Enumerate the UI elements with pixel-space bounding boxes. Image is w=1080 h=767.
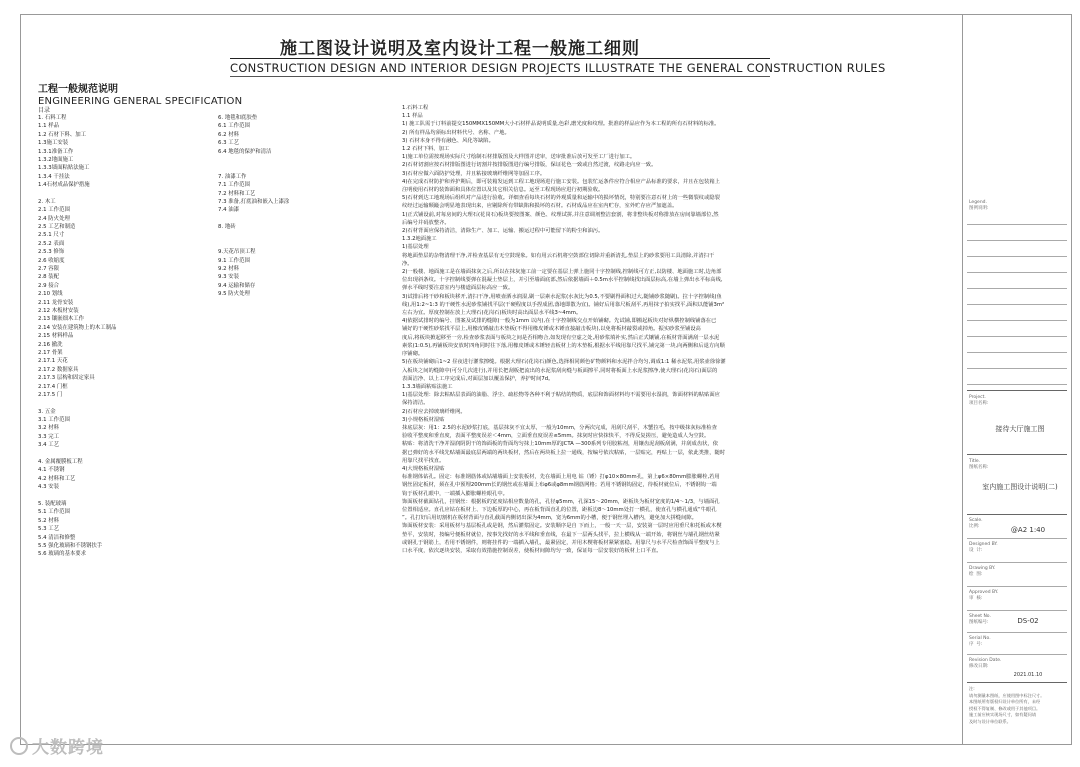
toc-column-1	[38, 114, 116, 559]
body-line: ”。孔打好后用切割机在板材背面与直孔截面内侧切出深为4mm，宽为6mm的小槽，便于钢丝埋入槽内，避免加大拼缝间隙。	[402, 515, 697, 522]
body-line: 1)基层处理：除去粘贴层表面的油脂、浮尘、疏松物等各种不利于粘结的物质，底层和饰面材料均不需要用水湿润，饰面材料的粘贴面应	[402, 392, 720, 399]
toc-column-2	[218, 114, 289, 299]
approved-label: Approved BY. 审 核:	[969, 590, 999, 601]
body-line: 1)基层处理	[402, 244, 429, 251]
body-line: 口水平度，依次逐块安装，采取有效措施控制误差，使板材间隙均匀一致，保证每一层安装好的板材上口平直。	[402, 547, 662, 554]
body-line: 钩于板材孔眼中，一端插入膨胀螺栓眼孔中。	[402, 490, 508, 497]
toc-item: 5.2 材料	[38, 517, 60, 524]
body-line: 2)石材切割应按石材排版图进行切割并按排版图进行编号排版，保证花色一致或自然过渡，纹路走向应一致。	[402, 162, 657, 169]
toc-item: 1.1 样品	[38, 123, 60, 130]
toc-item	[218, 240, 289, 248]
toc-item: 2.17 骨架	[38, 349, 63, 356]
toc-item: 9.1 工作范围	[218, 257, 250, 264]
body-line: 用靠尺找平找直。	[402, 457, 445, 464]
body-line: 1.石料工程	[402, 105, 429, 111]
drawing-label: Drawing BY. 绘 图:	[969, 566, 996, 577]
body-line: 标准钢体钻孔。固定：标准钢筋体或钻墙墙面上安装板材，先在墙面上用电 钻（锤）打φ10×80mm孔，第上φ6×80mm膨胀螺栓,若用	[402, 474, 720, 481]
body-line: 4)依据试排时的编号、图案及试排的缝隙(一般为1mm 以内),在十字控制线交点开始铺砌。先试铺,即搬起板块对好纵横控制线铺落在已	[402, 318, 717, 325]
body-line: 素浆(1:0.5),再铺板块安放时四角同时往下落,用橡皮锤或木锤轻击板材上的木垫板,根据水平线用靠尺找平,铺完第一块,向两侧和后退方向顺	[402, 342, 725, 349]
body-line: 度后,将板块掀起移至一旁,检查砂浆表面与板块之间是否相吻合,如发现有空虚之处,用砂浆填补实,然后正式镶铺,在板材背面满刮一层水泥	[402, 334, 720, 341]
body-line: 1)施工单位需按现场实际尺寸绘制石材排版图及大样图并送审，送审批准后放可发至工厂进行加工。	[402, 154, 636, 161]
toc-item: 6.4 地毯的保护和清洁	[218, 148, 272, 155]
body-line: 后编号并码放整齐。	[402, 219, 450, 226]
toc-label: 目录	[38, 107, 51, 114]
body-line: 1.3.2地面施工	[402, 236, 437, 243]
body-line: 1.3.3墙面粘贴法施工	[402, 383, 453, 390]
body-line: 纹经过运输颠簸会明显地表现出来，应剔除所有带缺陷和损坏的石材。石材成品应在室内贮存，室外贮存应严加遮盖。	[402, 203, 678, 210]
scale-value: @A2 1:40	[1010, 526, 1046, 534]
toc-item: 4.1 不锈钢	[38, 467, 65, 474]
body-line: 3)石材应做六面防护处理，并且粘接玻璃纤维网等加固工序。	[402, 170, 546, 177]
toc-item: 4.2 材料和工艺	[38, 475, 76, 482]
body-line: 序铺砌。	[402, 351, 424, 358]
body-line: 位置相适应。直孔应钻在板材上、下边板厚的中心，再在板背面直孔的位置，距板边8～10mm处打一横孔，使直孔与横孔通成“牛眼孔	[402, 506, 717, 513]
toc-item: 4. 金属覆膜板工程	[38, 459, 83, 466]
toc-item: 1.3.3墙面粘贴法施工	[38, 165, 90, 172]
toc-item: 9.3 安装	[218, 274, 240, 281]
toc-item: 7.4 油漆	[218, 207, 240, 214]
body-line: 3)试排后将干砂和板块移开,清扫干净,用喷壶洒水润湿,刷一层素水泥浆(水灰比为0.5,不要刷得面积过大,随铺砂浆随刷)。拉十字控制线(鱼	[402, 293, 722, 300]
toc-item: 3. 五金	[38, 408, 56, 415]
project-name: 接待大厅施工图	[995, 425, 1045, 433]
toc-item: 2.15 材料样品	[38, 333, 74, 340]
body-line: 2)石材应去掉玻璃纤维网。	[402, 408, 466, 415]
toc-item: 6. 地毯和底胶垫	[218, 115, 258, 121]
scale-label: Scale. 比例:	[969, 518, 983, 529]
toc-item: 9.天花吊顶工程	[218, 249, 256, 256]
specification-body	[402, 104, 912, 555]
toc-item	[218, 156, 289, 164]
toc-item: 2.4 防火处理	[38, 215, 70, 222]
sheet-value: DS-02	[1017, 617, 1039, 625]
body-line: 3) 石材本身不得有融色、风化等缺陷。	[402, 137, 494, 144]
body-line: 钢丝固定板材，须在孔中预埋200mm长的钢丝或在墙面上布φ6或φ8mm钢筋网格；若用不锈钢钩固定，待板材就位后，不锈钢钩一端	[402, 482, 717, 489]
toc-item: 2.11 龙骨安装	[38, 299, 74, 306]
toc-item: 1. 石料工程	[38, 115, 67, 121]
toc-item: 5. 装配玻璃	[38, 500, 67, 507]
toc-item: 2.14 安装在建筑物上的木工制品	[38, 324, 117, 331]
revision-label: Revision Date. 修改日期:	[969, 658, 1002, 669]
toc-item: 2.17.4 门框	[38, 383, 68, 390]
body-line: 位出现斜条纹。十字控制线要弹在混凝土垫层上，并引至墙面底部,然后依据墙面＋0.5m水平控制线找出面层标高,在墙上弹出水平标高线,	[402, 277, 723, 284]
toc-item: 6.1 工作范围	[218, 123, 250, 130]
toc-item: 2.1 工作范围	[38, 207, 70, 214]
watermark-text: 大数跨境	[32, 738, 104, 758]
toc-item: 1.3.4 干挂法	[38, 173, 70, 180]
toc-item: 1.3施工安装	[38, 140, 69, 147]
toc-item	[218, 215, 289, 223]
toc-item: 2.5.1 尺寸	[38, 232, 65, 239]
toc-item: 1.3.1准备工作	[38, 148, 74, 155]
body-line: 2) 所有样品均须标出材料代号、名称、产地。	[402, 129, 510, 136]
toc-item: 9.5 防火处理	[218, 291, 250, 298]
body-line: 据已弹好的水平线先贴墙面最底层两端的两块板材，然后在两块板上拉一通线，按编号依次粘贴，一层贴完，再贴上一层，依此类推，随时	[402, 449, 726, 456]
project-label: Project. 项目名称:	[969, 395, 989, 406]
body-line: 注明使用石材的装饰面和具体位置以及其它相关信息。运至工程现场应进行初期验收。	[402, 187, 604, 194]
body-line: 弹水平线时要注意室内与楼道面层标高应一致。	[402, 285, 514, 292]
toc-item	[38, 450, 116, 458]
toc-item: 2.17.2 数据家具	[38, 366, 79, 373]
title-label: Title. 图纸名称:	[969, 459, 989, 470]
designed-label: Designed BY. 设 计:	[969, 542, 998, 553]
toc-item: 5.5 强化玻璃和不锈钢扶手	[38, 542, 103, 549]
body-line: 5)在板块铺砌后1~2 昼夜进行灌浆擦缝。根据大理石(花岗石)颜色,选择相同颜色矿物颜料和水泥拌合均匀,调成1:1 稀水泥浆,用浆壶徐徐灌	[402, 359, 726, 366]
watermark	[10, 733, 104, 758]
toc-item: 2.6 收缩度	[38, 257, 65, 264]
body-line: 或钢孔于钢筋上，若用不锈钢件，则将挂件的一端插入墙孔，最紧固定，并用木楔将板材紧紧塞稳。用靠尺与水平尺检查饰面平整度与上	[402, 539, 720, 546]
page-title-cn: 施工图设计说明及室内设计工程一般施工细则	[280, 39, 640, 59]
toc-item: 2.17.3 层构和固定家具	[38, 375, 95, 382]
toc-item: 2.13 镶嵌细木工作	[38, 316, 85, 323]
toc-item: 2.16 撤洗	[38, 341, 63, 348]
toc-item	[218, 231, 289, 239]
section-heading-cn: 工程一般规范说明	[38, 84, 118, 95]
toc-item: 5.3 工艺	[38, 526, 60, 533]
body-line: 饰面板材截面钻孔，挂钢丝：根据板的宽度钻相应数量的孔，孔径φ5mm，孔深15～20mm，距板块为板材宽度的1/4～1/3，与墙面孔	[402, 498, 720, 505]
body-line: 3)小规格板材湿贴	[402, 416, 445, 423]
body-line: 左右为宜。厚度控制在放上大理石(花岗石)板块时高出面层水平线3~4mm。	[402, 310, 582, 317]
body-line: 净。	[402, 260, 413, 267]
toc-item: 3.4 工艺	[38, 442, 60, 449]
body-line: 入板块之间的缝隙中(可分几次进行),并用长把刮板把流出的水泥浆刮向缝与板面擦平,同时将板面上水泥浆擦净,使大理石(花岗石)面层的	[402, 367, 718, 374]
drawing-title: 室内施工图设计说明(二)	[982, 483, 1058, 491]
toc-item: 2.5 工艺和制造	[38, 224, 76, 231]
body-line: 粘贴：将清洗干净并湿润阴阴干的饰面板的背面均匀抹上10mm厚的JCTA —300系列专用胶粘剂，用镶齿泥刮板刮满，并刮成齿状，依	[402, 441, 719, 448]
toc-item: 3.1 工作范围	[38, 417, 70, 424]
toc-item: 9.2 材料	[218, 266, 240, 273]
legend-label: Legend. 图例说明:	[969, 200, 989, 211]
toc-item: 2.17.5 门	[38, 391, 63, 398]
toc-item	[38, 399, 116, 407]
toc-item: 5.6 玻璃的基本要求	[38, 551, 87, 558]
toc-item: 7.1 工作范围	[218, 182, 250, 189]
serial-label: Serial No. 序 号:	[969, 636, 991, 647]
body-line: 2)一般楼、地面施工是在墙面抹灰之后,所以在抹灰施工前一定要在基层上弹上施同十字控制线,控制线可方正,以防楼、地面施工时,边角部	[402, 269, 722, 276]
sheet-label: Sheet No. 图纸编号:	[969, 614, 991, 625]
section-heading	[38, 80, 242, 107]
toc-item: 7.3 准备,打底油和嵌入上漆涂	[218, 198, 290, 205]
body-line: 验收平整度和垂直度，表面平整度误差＜4mm，立面垂直度误差≤5mm。抹灰时应快抹快平，不得反复搓压，避免造成人为空鼓。	[402, 433, 710, 440]
body-line: 1) 施工队需于订料前提交150MMX150MM大小石材样品说明质量,色彩,磨光度和纹理。批准的样品应作为本工程的所有石材料的标准。	[402, 121, 720, 128]
toc-item: 7.2 材料和工艺	[218, 190, 256, 197]
toc-item: 6.2 材料	[218, 131, 240, 138]
toc-item: 2.9 接合	[38, 282, 60, 289]
body-line: 垫平，安装时，按编号便板材就位，按事先找好的水平线和垂直线，在最下一层两头找平，拉上横线从一端开始，将钢丝与墙孔钢丝结紧	[402, 531, 720, 538]
body-line: 线),用1:2~1:3 的干硬性水泥砂浆铺找平层(干硬程度以手捏成团,落地即散为宜)。铺好后用靠尺板刮平,再用抹子拍实找平,面积以能铺3m²	[402, 301, 725, 308]
body-line: 1.1 样品	[402, 113, 423, 120]
revision-date: 2021.01.10	[1013, 672, 1043, 678]
toc-item: 8. 地砖	[218, 224, 236, 231]
toc-item: 1.3.2地面施工	[38, 156, 74, 163]
body-line: 4)大规格板材湿贴	[402, 465, 445, 472]
body-line: 4)在完成石材防护和养护期后，即可装箱发运到工程工地现场进行施工安装。包装忙运条件应符合相应产品标准的要求，并且在包装箱上	[402, 178, 720, 185]
toc-item: 2.8 装配	[38, 274, 60, 281]
title-block-note: 注: 请勿测量本图纸，应使用图中标注尺寸。 本图纸所有版权归设计单位所有，未经 授权不得复制、修改或用于其他项目。 施工前应核实现场尺寸，如有疑问请 及时与设计单位联系。	[969, 686, 1045, 724]
body-line: 将地面垫层的杂物清理干净,并检查基层有无空鼓现象。如有用云石机将空鼓部位切除并重新清扎,垫层上的砂浆要用工具清除,并清扫干	[402, 252, 715, 259]
toc-item	[38, 492, 116, 500]
title-block	[962, 14, 1073, 745]
toc-item: 2.7 容限	[38, 266, 60, 273]
toc-item: 1.4石材成品保护措施	[38, 182, 90, 189]
body-line: 铺好的干硬性砂浆找平层上,用橡皮锤敲击木垫板(不得用橡皮锤或木锤直接敲击板块),以免将板材敲裂或掉角。振实砂浆至铺设高	[402, 326, 701, 333]
body-line: 保持清洁。	[402, 400, 429, 407]
body-line: 2)石材背面应保持清洁，清除生产、加工、运输、搬运过程中可能留下的粉尘和油污。	[402, 228, 604, 235]
body-line: 5)石材到达工地现场后组织对产品进行验收。详细查看每块石材的外观质量和运输中的损坏情况，特别要注意石材上的一些微裂纹或隐裂	[402, 195, 720, 202]
body-line: 饰面板材安装：采用板材与基层板孔或是钢，然后灌浆固定。安装顺序是自 下而上，一般一天一层，安装第一层时应用垂尺和托板或木楔	[402, 523, 722, 530]
toc-item: 1.2 石材下料、加工	[38, 131, 87, 138]
toc-item: 2.10 划线	[38, 291, 63, 298]
toc-item	[38, 190, 116, 198]
toc-item: 5.4 清洁和修整	[38, 534, 76, 541]
body-line: 抹底层灰：用1：2.5的水泥砂浆打底，基层抹灰不宜太厚，一般为10mm，分两次完成，用刮尺刮平，木蟹拉毛，按中级抹灰标准检查	[402, 424, 717, 431]
toc-item: 2. 木工	[38, 198, 56, 205]
toc-item: 9.4 运输和储存	[218, 282, 256, 289]
toc-item: 2.5.3 修饰	[38, 249, 65, 256]
toc-item	[218, 164, 289, 172]
toc-item: 6.3 工艺	[218, 140, 240, 147]
body-line: 1)正式铺设前,对每房间的大理石(花岗石)板块要按图案、颜色、纹理试拼,并注意调剂整洁套割，将非整块板对称排放在房间靠墙部位,然	[402, 211, 719, 218]
body-line: 表面洁净、以上工序完成后,对面层加以覆盖保护，养护时间7d。	[402, 375, 554, 382]
toc-item: 3.3 完工	[38, 433, 60, 440]
page-title-en: CONSTRUCTION DESIGN AND INTERIOR DESIGN PROJECTS ILLUSTRATE THE GENERAL CONSTRUCTION RULES	[230, 58, 770, 77]
toc-item: 2.17.1 天花	[38, 358, 68, 365]
toc-item: 7. 油漆工作	[218, 173, 247, 180]
section-heading-en: ENGINEERING GENERAL SPECIFICATION	[38, 96, 243, 107]
toc-item: 4.3 安装	[38, 484, 60, 491]
toc-item: 5.1 工作范围	[38, 509, 70, 516]
toc-item: 2.5.2 表面	[38, 240, 65, 247]
toc-item: 2.12 木板材安装	[38, 307, 79, 314]
watermark-logo-icon	[10, 737, 28, 755]
body-line: 1.2 石材下料、加工	[402, 146, 450, 153]
toc-item: 3.2 材料	[38, 425, 60, 432]
